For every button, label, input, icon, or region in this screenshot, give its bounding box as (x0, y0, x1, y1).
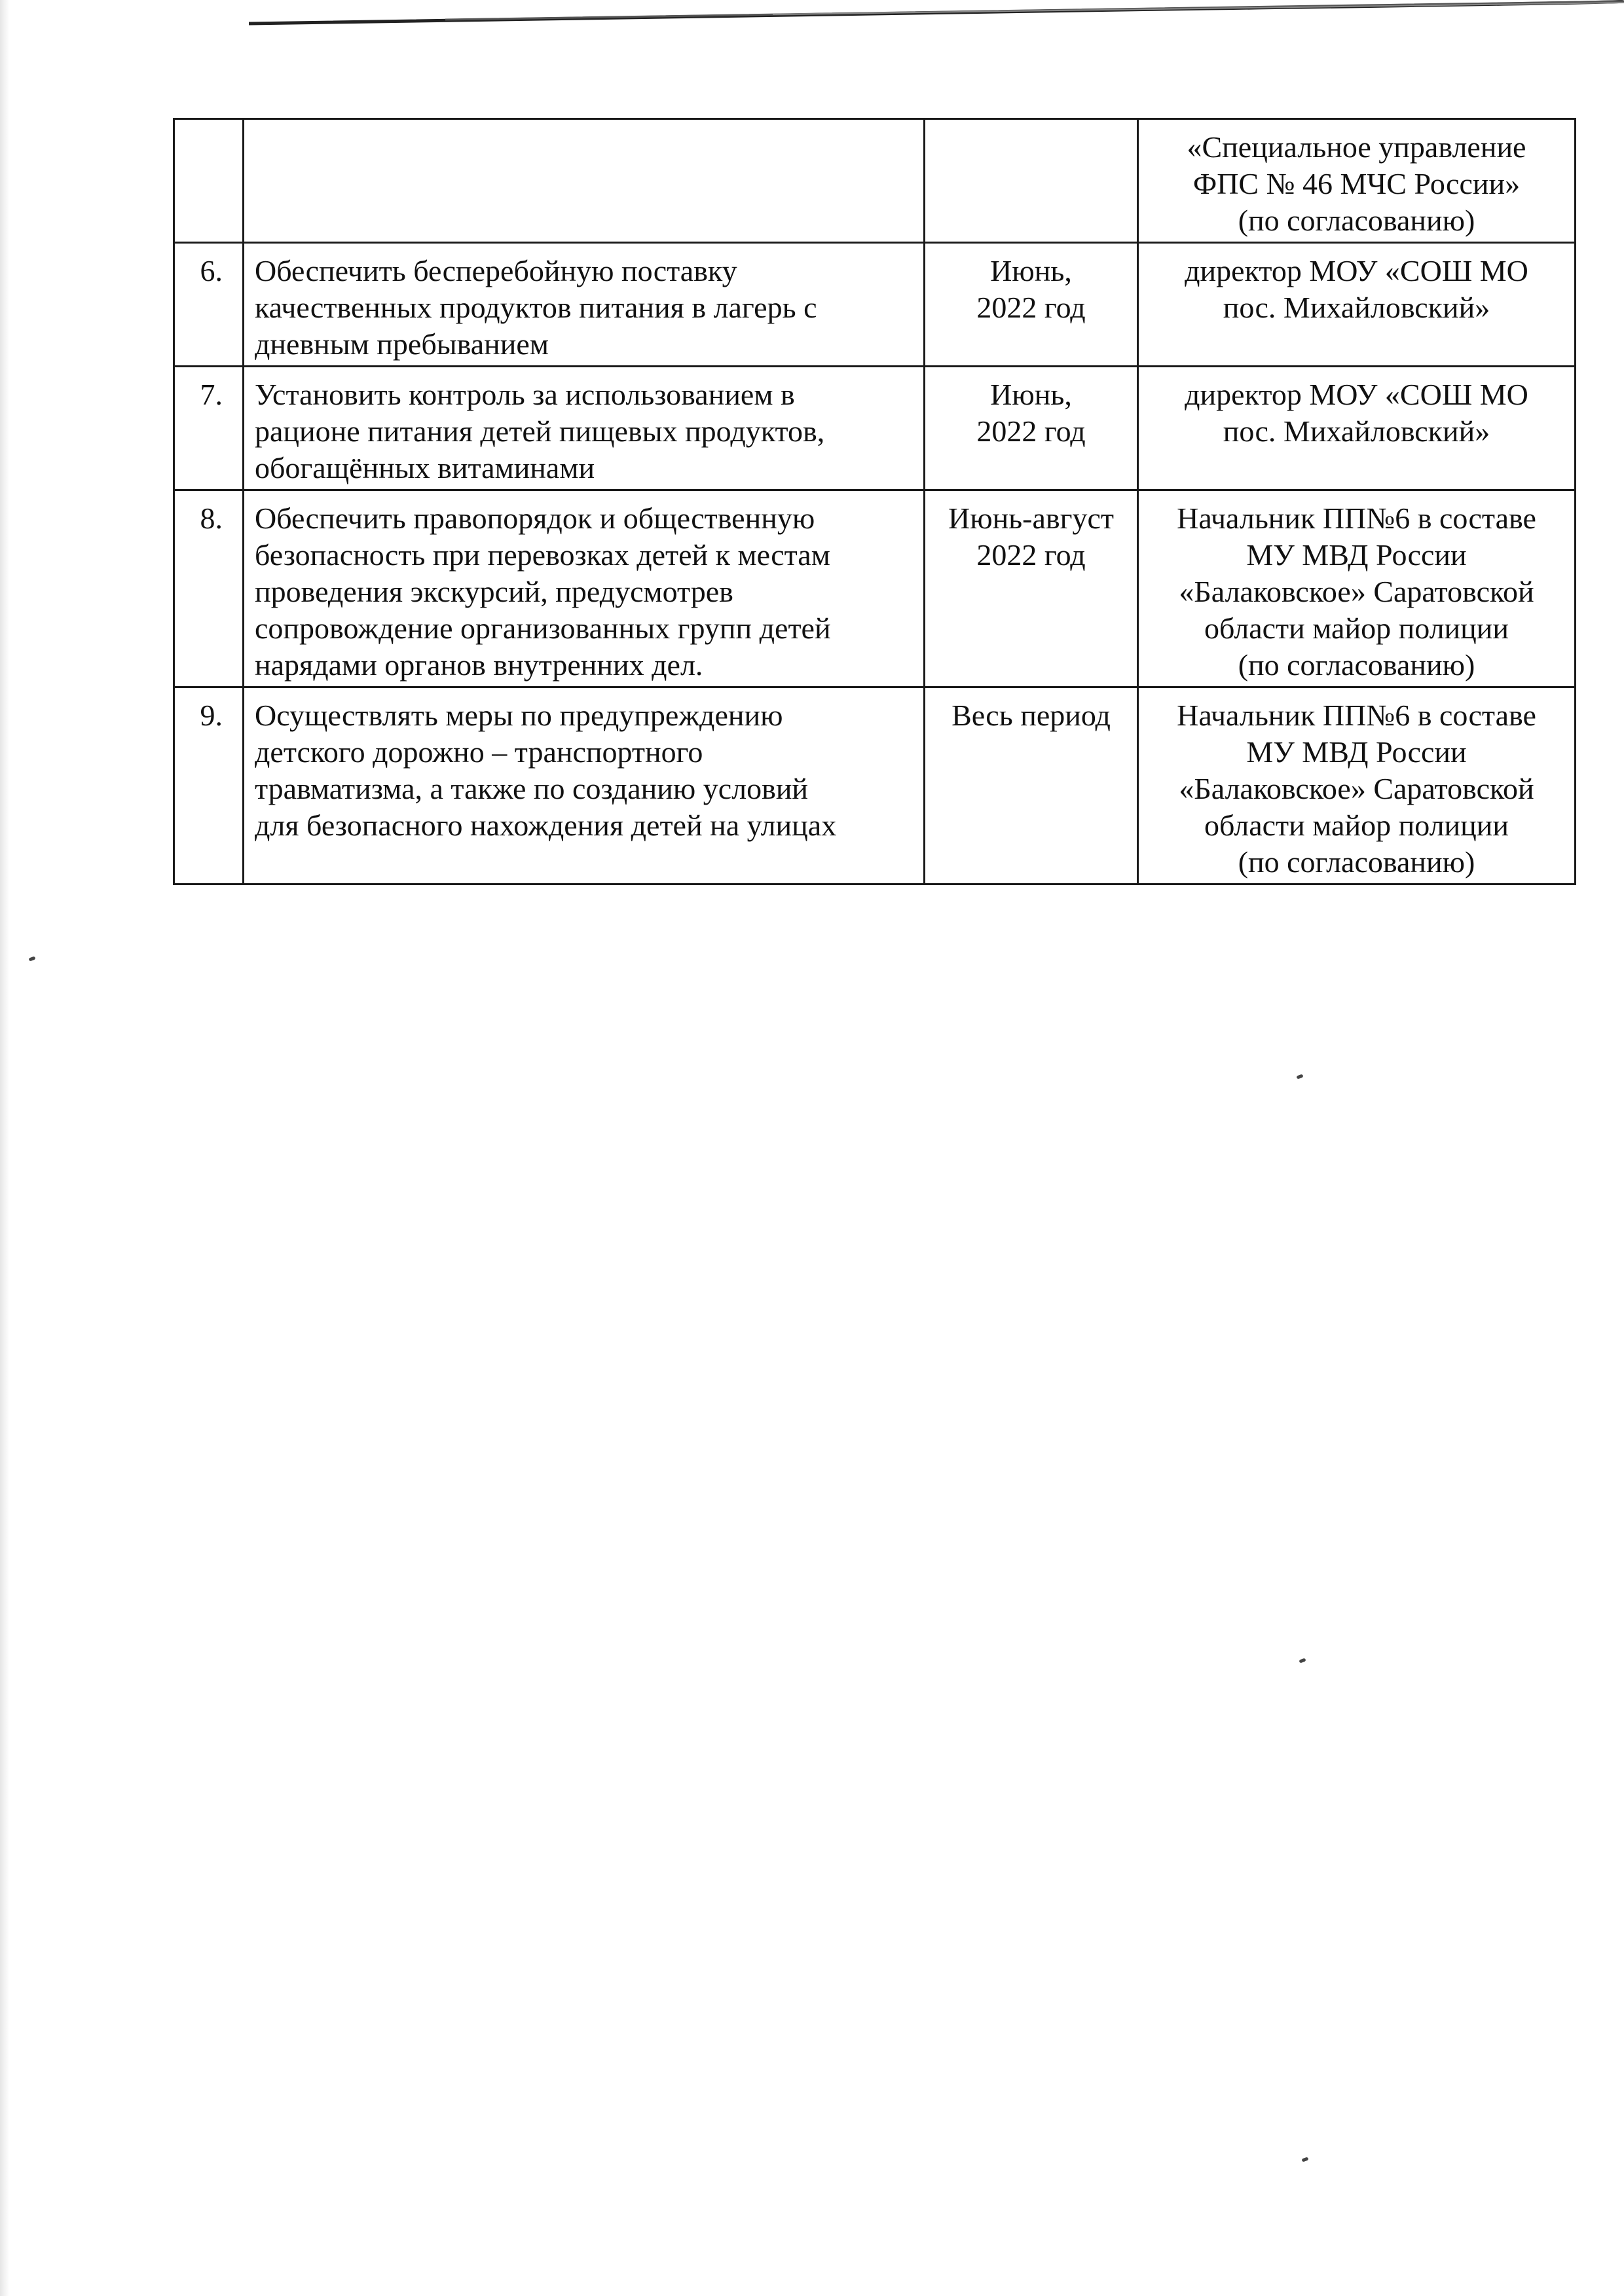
table-row (174, 243, 1576, 367)
task-cell: Обеспечить правопорядок и общественную безопасность при перевозках детей к местам проведения экскурсий, предусмотрев сопровождение организованных групп детей нарядами органов внутренних дел. (244, 490, 925, 687)
table-row (174, 490, 1576, 687)
date-cell: Весь период (925, 687, 1138, 884)
table-row (174, 687, 1576, 884)
scan-left-shadow (0, 0, 9, 2296)
task-cell: Установить контроль за использованием в рационе питания детей пищевых продуктов, обогащённых витаминами (244, 367, 925, 490)
table-row (174, 119, 1576, 243)
date-cell (925, 119, 1138, 243)
scan-speck (28, 956, 35, 961)
responsible-cell: «Специальное управление ФПС № 46 МЧС России» (по согласованию) (1138, 119, 1576, 243)
row-number: 7. (174, 367, 244, 490)
responsible-cell: Начальник ПП№6 в составе МУ МВД России «Балаковское» Саратовской области майор полиции (по согласованию) (1138, 490, 1576, 687)
row-number: 6. (174, 243, 244, 367)
row-number: 8. (174, 490, 244, 687)
scan-speck (1301, 2157, 1308, 2162)
table-row (174, 367, 1576, 490)
scan-speck (1299, 1658, 1306, 1663)
row-number (174, 119, 244, 243)
row-number: 9. (174, 687, 244, 884)
scan-edge-artifact (249, 0, 1624, 39)
responsible-cell: директор МОУ «СОШ МО пос. Михайловский» (1138, 243, 1576, 367)
date-cell: Июнь, 2022 год (925, 367, 1138, 490)
date-cell: Июнь-август 2022 год (925, 490, 1138, 687)
date-cell: Июнь, 2022 год (925, 243, 1138, 367)
scan-speck (1296, 1074, 1303, 1079)
task-cell (244, 119, 925, 243)
task-cell: Обеспечить бесперебойную поставку качественных продуктов питания в лагерь с дневным пребыванием (244, 243, 925, 367)
responsible-cell: Начальник ПП№6 в составе МУ МВД России «Балаковское» Саратовской области майор полиции (по согласованию) (1138, 687, 1576, 884)
task-cell: Осуществлять меры по предупреждению детского дорожно – транспортного травматизма, а также по созданию условий для безопасного нахождения детей на улицах (244, 687, 925, 884)
measures-table (173, 118, 1576, 885)
responsible-cell: директор МОУ «СОШ МО пос. Михайловский» (1138, 367, 1576, 490)
